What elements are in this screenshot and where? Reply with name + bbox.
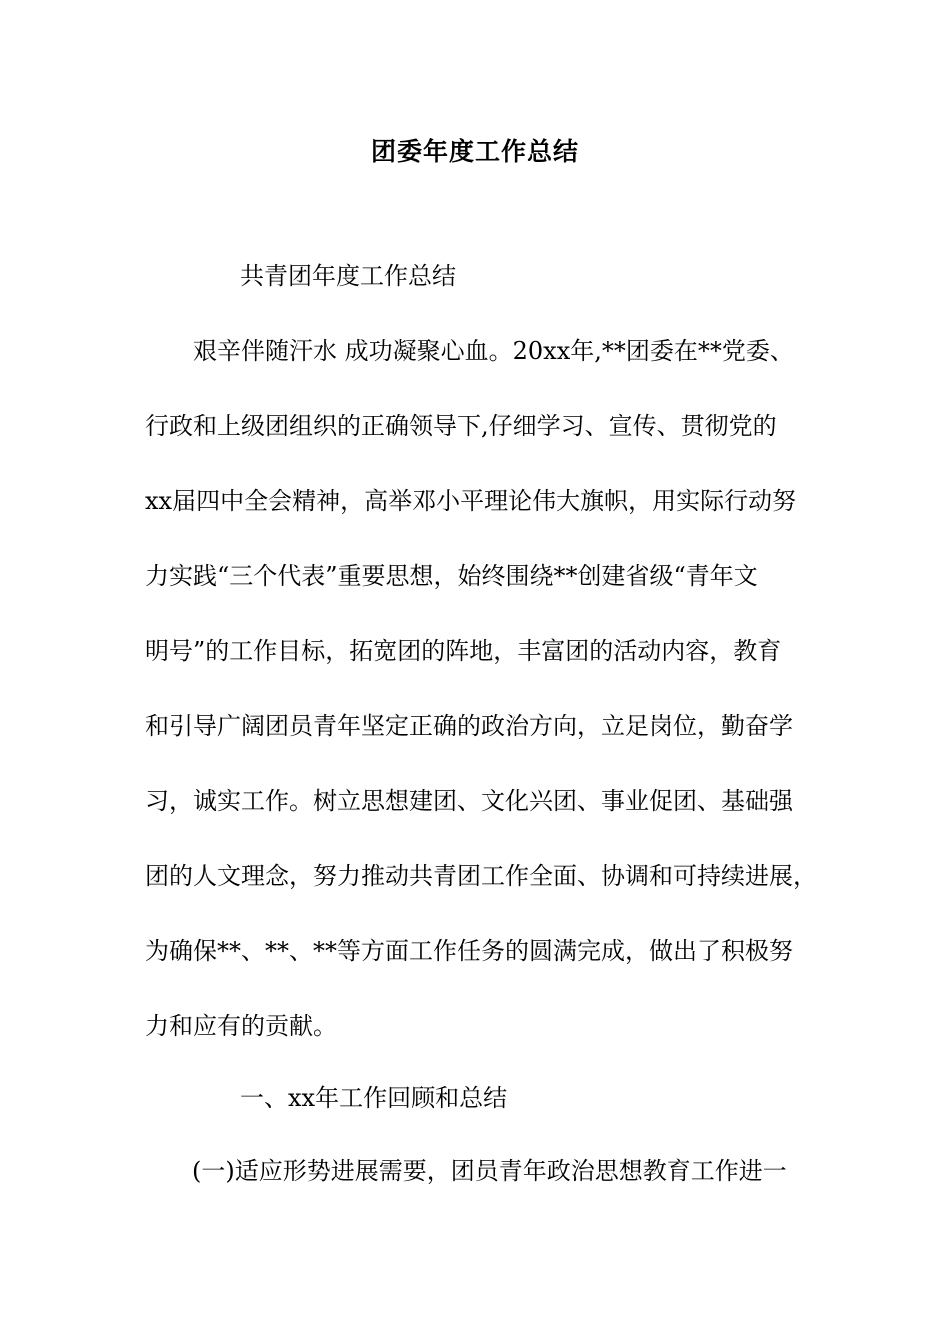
paragraph-line: 和引导广阔团员青年坚定正确的政治方向，立足岗位，勤奋学 [145,712,793,740]
document-subtitle: 共青团年度工作总结 [240,262,456,290]
paragraph-line: xx届四中全会精神，高举邓小平理论伟大旗帜，用实际行动努 [145,487,797,515]
paragraph-line: 明号”的工作目标，拓宽团的阵地，丰富团的活动内容，教育 [145,637,782,665]
document-title: 团委年度工作总结 [370,137,579,166]
body-paragraph [145,333,835,1083]
paragraph-line: 为确保**、**、**等方面工作任务的圆满完成，做出了积极努 [145,937,793,965]
subsection-heading: (一)适应形势进展需要，团员青年政治思想教育工作进一 [192,1157,787,1185]
paragraph-line: 力实践“三个代表”重要思想，始终围绕**创建省级“青年文 [145,562,758,590]
section-heading: 一、xx年工作回顾和总结 [240,1084,508,1112]
paragraph-line: 团的人文理念，努力推动共青团工作全面、协调和可持续进展， [145,862,817,890]
paragraph-line: 习，诚实工作。树立思想建团、文化兴团、事业促团、基础强 [145,787,793,815]
paragraph-line: 力和应有的贡献。 [145,1012,337,1040]
paragraph-line: 行政和上级团组织的正确领导下,仔细学习、宣传、贯彻党的 [145,412,777,440]
paragraph-line: 艰辛伴随汗水 成功凝聚心血。20xx年,**团委在**党委、 [193,337,794,365]
